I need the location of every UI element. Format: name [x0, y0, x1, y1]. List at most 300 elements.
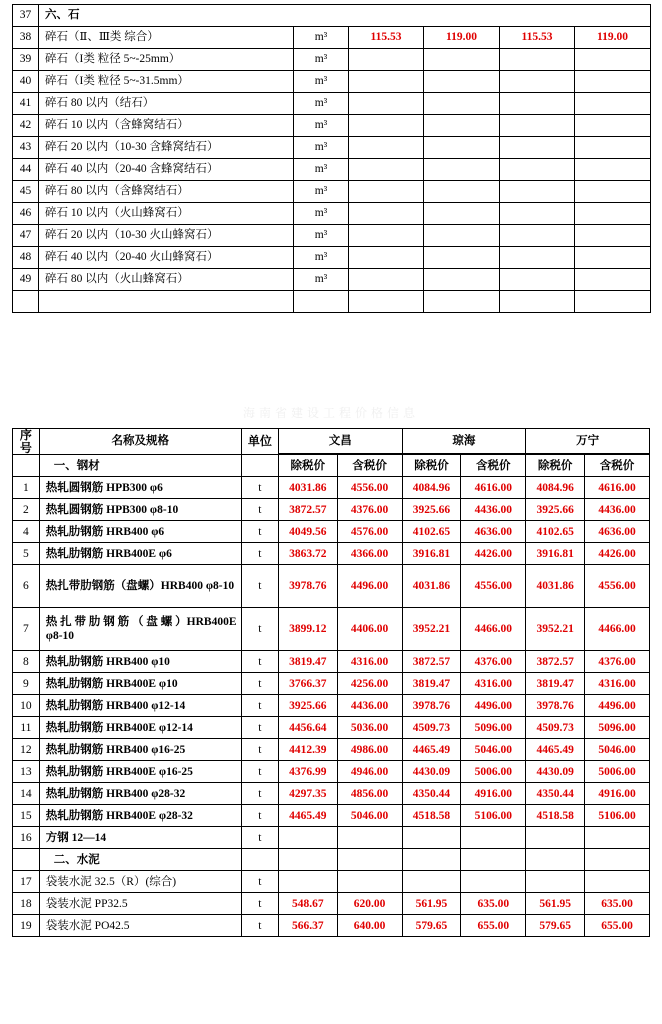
row-value [500, 269, 575, 291]
row-value: 115.53 [349, 27, 424, 49]
row-value [526, 849, 585, 871]
row-value: 3863.72 [278, 543, 337, 565]
row-no: 15 [13, 805, 40, 827]
row-unit: t [241, 805, 278, 827]
header-name: 名称及规格 [39, 429, 241, 455]
row-value [349, 49, 424, 71]
row-value: 119.00 [424, 27, 500, 49]
row-value [585, 827, 650, 849]
row-value: 4465.49 [526, 739, 585, 761]
row-no: 17 [13, 871, 40, 893]
row-value: 5096.00 [461, 717, 526, 739]
row-value: 3952.21 [402, 608, 461, 651]
table-row [13, 651, 650, 673]
row-value: 4636.00 [585, 521, 650, 543]
row-value: 4986.00 [337, 739, 402, 761]
row-value [461, 827, 526, 849]
row-value: 3899.12 [278, 608, 337, 651]
row-name [39, 291, 294, 313]
row-value: 635.00 [461, 893, 526, 915]
row-value: 4465.49 [402, 739, 461, 761]
row-value [424, 49, 500, 71]
row-value: 115.53 [500, 27, 575, 49]
table-row [13, 269, 651, 291]
row-unit: m³ [294, 247, 349, 269]
watermark-text: 海南省建设工程价格信息 [242, 406, 419, 420]
row-value [349, 225, 424, 247]
table-row [13, 291, 651, 313]
row-value: 566.37 [278, 915, 337, 937]
row-value [424, 247, 500, 269]
row-name: 碎石 20 以内（10-30 火山蜂窝石） [39, 225, 294, 247]
row-value: 3872.57 [278, 499, 337, 521]
row-name: 碎石 40 以内（20-40 火山蜂窝石） [39, 247, 294, 269]
table-row [13, 115, 651, 137]
row-value: 4466.00 [585, 608, 650, 651]
row-name: 热轧肋钢筋 HRB400E φ6 [39, 543, 241, 565]
row-name: 碎石 20 以内（10-30 含蜂窝结石） [39, 137, 294, 159]
row-value: 3819.47 [278, 651, 337, 673]
row-no: 38 [13, 27, 39, 49]
row-value [585, 871, 650, 893]
table-row [13, 827, 650, 849]
row-name: 袋装水泥 PP32.5 [39, 893, 241, 915]
row-no: 49 [13, 269, 39, 291]
row-value: 4430.09 [526, 761, 585, 783]
row-value: 3819.47 [402, 673, 461, 695]
row-no: 10 [13, 695, 40, 717]
stone-table-body [13, 5, 651, 313]
row-value: 4426.00 [585, 543, 650, 565]
table-row [13, 915, 650, 937]
row-name: 热轧圆钢筋 HPB300 φ8-10 [39, 499, 241, 521]
row-value: 4102.65 [526, 521, 585, 543]
row-name: 热轧肋钢筋 HRB400 φ16-25 [39, 739, 241, 761]
row-unit: m³ [294, 225, 349, 247]
table-row [13, 27, 651, 49]
row-value [337, 849, 402, 871]
row-value: 4616.00 [585, 477, 650, 499]
row-name: 碎石 10 以内（火山蜂窝石） [39, 203, 294, 225]
row-no: 39 [13, 49, 39, 71]
row-unit: t [241, 893, 278, 915]
row-value: 4856.00 [337, 783, 402, 805]
row-value: 4496.00 [461, 695, 526, 717]
row-unit [241, 849, 278, 871]
row-value: 4376.00 [337, 499, 402, 521]
row-value: 4256.00 [337, 673, 402, 695]
row-value [349, 137, 424, 159]
row-value [500, 49, 575, 71]
table-row [13, 673, 650, 695]
header-no: 序号 [13, 429, 40, 455]
subheader-excl-tax: 除税价 [402, 455, 461, 477]
row-name: 热 扎 带 肋 钢 筋 （ 盘 螺 ）HRB400E φ8-10 [39, 608, 241, 651]
row-unit: m³ [294, 93, 349, 115]
row-unit: m³ [294, 269, 349, 291]
header-region-wanning: 万宁 [526, 429, 650, 454]
row-value: 3819.47 [526, 673, 585, 695]
row-unit: t [241, 565, 278, 608]
row-value: 3978.76 [402, 695, 461, 717]
row-value [500, 291, 575, 313]
row-unit: m³ [294, 27, 349, 49]
row-value: 119.00 [575, 27, 651, 49]
material-table-body [13, 429, 650, 937]
row-value: 561.95 [402, 893, 461, 915]
row-value [575, 181, 651, 203]
row-value [585, 849, 650, 871]
table-row [13, 159, 651, 181]
row-no [13, 455, 40, 477]
material-price-table [12, 428, 650, 937]
row-value [500, 203, 575, 225]
row-no: 12 [13, 739, 40, 761]
row-value [575, 203, 651, 225]
row-value: 4316.00 [585, 673, 650, 695]
row-value: 4412.39 [278, 739, 337, 761]
row-value: 4049.56 [278, 521, 337, 543]
row-value: 4084.96 [526, 477, 585, 499]
row-value: 635.00 [585, 893, 650, 915]
row-value: 4436.00 [337, 695, 402, 717]
table-header-row [13, 429, 650, 454]
row-value: 579.65 [526, 915, 585, 937]
row-value: 5006.00 [585, 761, 650, 783]
row-value [424, 115, 500, 137]
table-row [13, 49, 651, 71]
row-name: 热扎带肋钢筋（盘螺）HRB400 φ8-10 [39, 565, 241, 608]
row-unit: t [241, 783, 278, 805]
row-value [337, 871, 402, 893]
row-unit: t [241, 477, 278, 499]
row-value [337, 827, 402, 849]
row-value: 4616.00 [461, 477, 526, 499]
row-value: 4316.00 [461, 673, 526, 695]
row-value [424, 269, 500, 291]
table-row [13, 137, 651, 159]
row-value: 3916.81 [402, 543, 461, 565]
row-value [402, 849, 461, 871]
row-name: 碎石 80 以内（结石） [39, 93, 294, 115]
row-value: 579.65 [402, 915, 461, 937]
header-region-wenchang: 文昌 [278, 429, 402, 454]
row-name: 热轧肋钢筋 HRB400 φ28-32 [39, 783, 241, 805]
row-value [575, 247, 651, 269]
row-name: 碎石（Ⅱ、Ⅲ类 综合） [39, 27, 294, 49]
row-value [349, 71, 424, 93]
row-value [575, 71, 651, 93]
row-value: 4031.86 [526, 565, 585, 608]
row-value [575, 159, 651, 181]
table-row [13, 761, 650, 783]
table-row [13, 93, 651, 115]
row-unit: t [241, 827, 278, 849]
row-unit: t [241, 673, 278, 695]
row-value [575, 291, 651, 313]
row-value [575, 225, 651, 247]
row-value [349, 115, 424, 137]
row-value: 5046.00 [461, 739, 526, 761]
row-value [349, 93, 424, 115]
row-value: 561.95 [526, 893, 585, 915]
row-value [278, 827, 337, 849]
table-row [13, 181, 651, 203]
row-value: 4556.00 [585, 565, 650, 608]
row-value: 4456.64 [278, 717, 337, 739]
row-name: 碎石（I类 粒径 5~-31.5mm） [39, 71, 294, 93]
row-no: 46 [13, 203, 39, 225]
row-no: 4 [13, 521, 40, 543]
header-unit: 单位 [241, 429, 278, 455]
row-value [402, 827, 461, 849]
row-value [349, 181, 424, 203]
row-no: 2 [13, 499, 40, 521]
row-unit: m³ [294, 71, 349, 93]
row-value: 3952.21 [526, 608, 585, 651]
row-name: 碎石 10 以内（含蜂窝结石） [39, 115, 294, 137]
row-no [13, 291, 39, 313]
row-value [424, 71, 500, 93]
row-value: 4466.00 [461, 608, 526, 651]
row-name: 热轧肋钢筋 HRB400E φ10 [39, 673, 241, 695]
row-name: 袋装水泥 PO42.5 [39, 915, 241, 937]
row-unit: m³ [294, 115, 349, 137]
row-value [500, 247, 575, 269]
subheader-incl-tax: 含税价 [461, 455, 526, 477]
row-value: 4084.96 [402, 477, 461, 499]
row-no: 8 [13, 651, 40, 673]
row-name: 碎石（I类 粒径 5~-25mm） [39, 49, 294, 71]
row-value: 4465.49 [278, 805, 337, 827]
row-value [349, 291, 424, 313]
row-value [575, 137, 651, 159]
table-row [13, 608, 650, 651]
row-value: 4509.73 [402, 717, 461, 739]
row-section-title: 六、石 [39, 5, 651, 27]
row-value: 3766.37 [278, 673, 337, 695]
row-unit: m³ [294, 137, 349, 159]
row-no: 1 [13, 477, 40, 499]
row-no: 44 [13, 159, 39, 181]
row-value [349, 203, 424, 225]
row-no: 48 [13, 247, 39, 269]
row-value: 3925.66 [402, 499, 461, 521]
row-value: 4031.86 [278, 477, 337, 499]
subheader-incl-tax: 含税价 [337, 455, 402, 477]
row-value: 3978.76 [526, 695, 585, 717]
subheader-excl-tax: 除税价 [278, 455, 337, 477]
row-value: 4316.00 [337, 651, 402, 673]
row-name: 热轧肋钢筋 HRB400 φ6 [39, 521, 241, 543]
row-no: 47 [13, 225, 39, 247]
row-unit: t [241, 871, 278, 893]
row-value [575, 115, 651, 137]
subheader-incl-tax: 含税价 [585, 455, 650, 477]
row-unit: m³ [294, 181, 349, 203]
row-value [575, 269, 651, 291]
row-value: 4366.00 [337, 543, 402, 565]
row-value: 4556.00 [461, 565, 526, 608]
row-name: 袋装水泥 32.5（R）(综合) [39, 871, 241, 893]
row-value: 640.00 [337, 915, 402, 937]
row-value: 4376.00 [461, 651, 526, 673]
row-unit: m³ [294, 159, 349, 181]
row-value: 4496.00 [337, 565, 402, 608]
row-no: 16 [13, 827, 40, 849]
row-value: 4556.00 [337, 477, 402, 499]
row-no: 41 [13, 93, 39, 115]
row-unit: t [241, 761, 278, 783]
row-name: 碎石 80 以内（含蜂窝结石） [39, 181, 294, 203]
row-unit [241, 455, 278, 477]
row-value [424, 137, 500, 159]
row-value [424, 159, 500, 181]
row-no: 37 [13, 5, 39, 27]
row-value: 3925.66 [278, 695, 337, 717]
row-name: 热轧肋钢筋 HRB400 φ10 [39, 651, 241, 673]
table-row [13, 247, 651, 269]
row-value: 655.00 [461, 915, 526, 937]
table-row [13, 893, 650, 915]
row-value: 3916.81 [526, 543, 585, 565]
header-region-qionghai: 琼海 [402, 429, 526, 454]
row-value [500, 115, 575, 137]
table-row [13, 499, 650, 521]
row-value [500, 225, 575, 247]
row-value: 4031.86 [402, 565, 461, 608]
row-name: 热轧肋钢筋 HRB400E φ16-25 [39, 761, 241, 783]
row-value [461, 849, 526, 871]
row-value [500, 181, 575, 203]
table-row [13, 225, 651, 247]
row-value: 4426.00 [461, 543, 526, 565]
row-value: 3872.57 [526, 651, 585, 673]
row-unit: m³ [294, 49, 349, 71]
row-value: 5046.00 [585, 739, 650, 761]
row-value [424, 181, 500, 203]
row-unit: t [241, 717, 278, 739]
row-value: 4297.35 [278, 783, 337, 805]
table-row [13, 521, 650, 543]
row-unit: t [241, 915, 278, 937]
row-no: 5 [13, 543, 40, 565]
row-value: 548.67 [278, 893, 337, 915]
table-row [13, 717, 650, 739]
row-value [424, 225, 500, 247]
row-value: 5046.00 [337, 805, 402, 827]
row-value: 3925.66 [526, 499, 585, 521]
row-value: 5036.00 [337, 717, 402, 739]
table-row [13, 543, 650, 565]
row-value: 5006.00 [461, 761, 526, 783]
row-no: 19 [13, 915, 40, 937]
table-row [13, 871, 650, 893]
row-value: 4406.00 [337, 608, 402, 651]
table-row [13, 565, 650, 608]
row-value [424, 93, 500, 115]
row-value [424, 291, 500, 313]
row-value: 4436.00 [461, 499, 526, 521]
row-no [13, 849, 40, 871]
row-section-title: 二、水泥 [39, 849, 241, 871]
row-unit: t [241, 521, 278, 543]
row-value: 4350.44 [526, 783, 585, 805]
table-row [13, 477, 650, 499]
row-value [349, 159, 424, 181]
row-value [424, 203, 500, 225]
row-value [526, 827, 585, 849]
row-no: 11 [13, 717, 40, 739]
row-value [575, 93, 651, 115]
row-value: 4376.99 [278, 761, 337, 783]
table-row [13, 783, 650, 805]
row-name: 碎石 80 以内（火山蜂窝石） [39, 269, 294, 291]
row-name: 方钢 12—14 [39, 827, 241, 849]
row-name: 热轧肋钢筋 HRB400E φ12-14 [39, 717, 241, 739]
row-unit: t [241, 608, 278, 651]
subheader-excl-tax: 除税价 [526, 455, 585, 477]
row-value: 4576.00 [337, 521, 402, 543]
table-row [13, 455, 650, 477]
row-unit: t [241, 651, 278, 673]
row-unit: t [241, 543, 278, 565]
row-section-title: 一、钢材 [39, 455, 241, 477]
row-value: 4518.58 [526, 805, 585, 827]
row-value [402, 871, 461, 893]
row-no: 14 [13, 783, 40, 805]
row-value: 5096.00 [585, 717, 650, 739]
row-value: 4350.44 [402, 783, 461, 805]
row-value: 3978.76 [278, 565, 337, 608]
row-unit: t [241, 695, 278, 717]
table-row [13, 695, 650, 717]
row-value [349, 247, 424, 269]
row-value: 4916.00 [585, 783, 650, 805]
table-row [13, 849, 650, 871]
table-row [13, 805, 650, 827]
row-no: 40 [13, 71, 39, 93]
row-no: 42 [13, 115, 39, 137]
row-value: 4518.58 [402, 805, 461, 827]
row-no: 13 [13, 761, 40, 783]
row-value: 5106.00 [461, 805, 526, 827]
row-value [500, 159, 575, 181]
row-name: 热轧肋钢筋 HRB400E φ28-32 [39, 805, 241, 827]
row-unit: t [241, 499, 278, 521]
row-value: 4509.73 [526, 717, 585, 739]
stone-price-table [12, 4, 651, 313]
table-row [13, 203, 651, 225]
row-no: 9 [13, 673, 40, 695]
table-row [13, 739, 650, 761]
row-value: 4436.00 [585, 499, 650, 521]
row-no: 45 [13, 181, 39, 203]
row-unit [294, 291, 349, 313]
row-value: 5106.00 [585, 805, 650, 827]
row-name: 碎石 40 以内（20-40 含蜂窝结石） [39, 159, 294, 181]
row-value [349, 269, 424, 291]
row-value: 4636.00 [461, 521, 526, 543]
row-name: 热轧圆钢筋 HPB300 φ6 [39, 477, 241, 499]
row-value [500, 137, 575, 159]
row-unit: m³ [294, 203, 349, 225]
row-no: 6 [13, 565, 40, 608]
row-value: 4916.00 [461, 783, 526, 805]
row-no: 7 [13, 608, 40, 651]
row-value: 3872.57 [402, 651, 461, 673]
row-value: 4376.00 [585, 651, 650, 673]
